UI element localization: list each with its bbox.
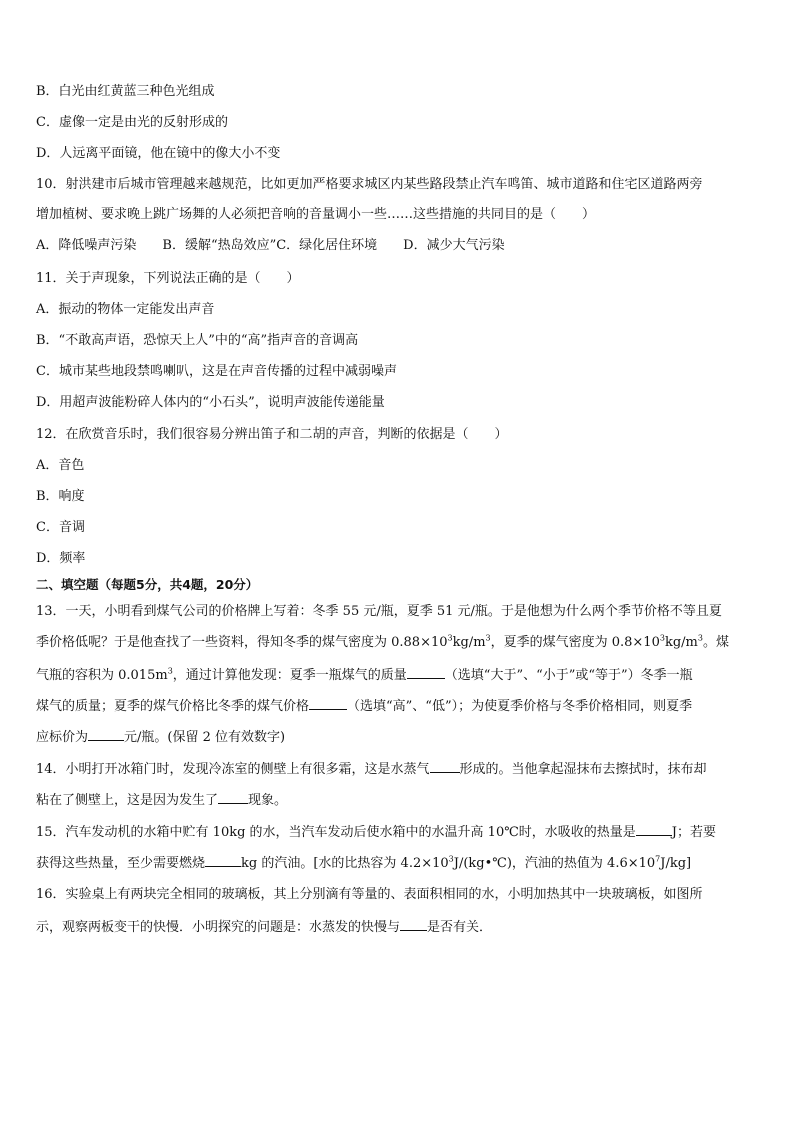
question-10-options: A．降低噪声污染 B．缓解“热岛效应”C．绿化居住环境 D．减少大气污染 — [36, 238, 505, 253]
question-12-stem: 12．在欣赏音乐时，我们很容易分辨出笛子和二胡的声音，判断的依据是（ ） — [36, 427, 508, 442]
answer-blank-15-2[interactable] — [205, 853, 241, 867]
section-heading-fill-in: 二、填空题（每题5分，共4题，20分） — [36, 577, 259, 592]
question-14-line2: 粘在了侧壁上，这是因为发生了 现象。 — [36, 790, 758, 810]
question-16-line2: 示，观察两板变干的快慢．小明探究的问题是：水蒸发的快慢与 是否有关． — [36, 917, 758, 937]
option-d-q9: D．人远离平面镜，他在镜中的像大小不变 — [36, 146, 281, 161]
question-14-line1: 14．小明打开冰箱门时，发现冷冻室的侧壁上有很多霜，这是水蒸气 形成的。当他拿起湿抹布去擦拭时，抹布却 — [36, 759, 758, 779]
question-10-line2: 增加植树、要求晚上跳广场舞的人必须把音响的音量调小一些……这些措施的共同目的是（ ） — [36, 207, 596, 222]
option-d-q11: D．用超声波能粉碎人体内的“小石头”，说明声波能传递能量 — [36, 395, 385, 410]
option-d-q12: D．频率 — [36, 551, 86, 566]
question-15-line1: 15．汽车发动机的水箱中贮有 10kg 的水，当汽车发动后使水箱中的水温升高 10℃时，水吸收的热量是 J；若要 — [36, 822, 758, 842]
answer-blank-15-1[interactable] — [636, 822, 672, 836]
option-a-q11: A．振动的物体一定能发出声音 — [36, 302, 215, 317]
question-13-line5: 应标价为 元/瓶。(保留 2 位有效数字) — [36, 727, 758, 747]
answer-blank-13-1[interactable] — [407, 665, 445, 679]
answer-blank-13-2[interactable] — [309, 696, 347, 710]
option-b-q9: B．白光由红黄蓝三种色光组成 — [36, 84, 215, 99]
option-c-q9: C．虚像一定是由光的反射形成的 — [36, 115, 228, 130]
option-c-q11: C．城市某些地段禁鸣喇叭，这是在声音传播的过程中减弱噪声 — [36, 364, 397, 379]
question-16-line1: 16．实验桌上有两块完全相同的玻璃板，其上分别滴有等量的、表面积相同的水，小明加热其中一块玻璃板，如图所 — [36, 887, 703, 902]
answer-blank-14-2[interactable] — [218, 790, 248, 804]
answer-blank-14-1[interactable] — [430, 759, 460, 773]
question-13-line2: 季价格低呢？于是他查找了一些资料，得知冬季的煤气密度为 $0.88\times 10^3kg/m^3$，夏季的煤气密度为 $0.8\times 10^3kg/m^3$。煤 — [36, 633, 729, 650]
question-13-line3: 气瓶的容积为 $0.015m^3$，通过计算他发现：夏季一瓶煤气的质量 （选填“大于”、“小于”或“等于”）冬季一瓶 — [36, 666, 693, 683]
question-13-line1: 13．一天，小明看到煤气公司的价格牌上写着：冬季 55 元/瓶，夏季 51 元/瓶。于是他想为什么两个季节价格不等且夏 — [36, 604, 722, 619]
answer-blank-16-1[interactable] — [400, 917, 427, 931]
question-15-line2: 获得这些热量，至少需要燃烧 kg 的汽油。[水的比热容为 $4.2\times 10^3J/(kg•℃)$，汽油的热值为 $4.6\times 10^7J/kg$] — [36, 854, 692, 871]
question-10-line1: 10．射洪建市后城市管理越来越规范，比如更加严格要求城区内某些路段禁止汽车鸣笛、城市道路和住宅区道路两旁 — [36, 177, 703, 192]
answer-blank-13-3[interactable] — [88, 727, 124, 741]
question-13-line4: 煤气的质量；夏季的煤气价格比冬季的煤气价格 （选填“高”、“低”）；为使夏季价格与冬季价格相同，则夏季 — [36, 696, 758, 716]
option-c-q12: C．音调 — [36, 520, 85, 535]
option-b-q12: B．响度 — [36, 489, 85, 504]
option-a-q12: A．音色 — [36, 458, 85, 473]
option-b-q11: B．“不敢高声语，恐惊天上人”中的“高”指声音的音调高 — [36, 333, 359, 348]
question-11-stem: 11．关于声现象，下列说法正确的是（ ） — [36, 271, 300, 286]
